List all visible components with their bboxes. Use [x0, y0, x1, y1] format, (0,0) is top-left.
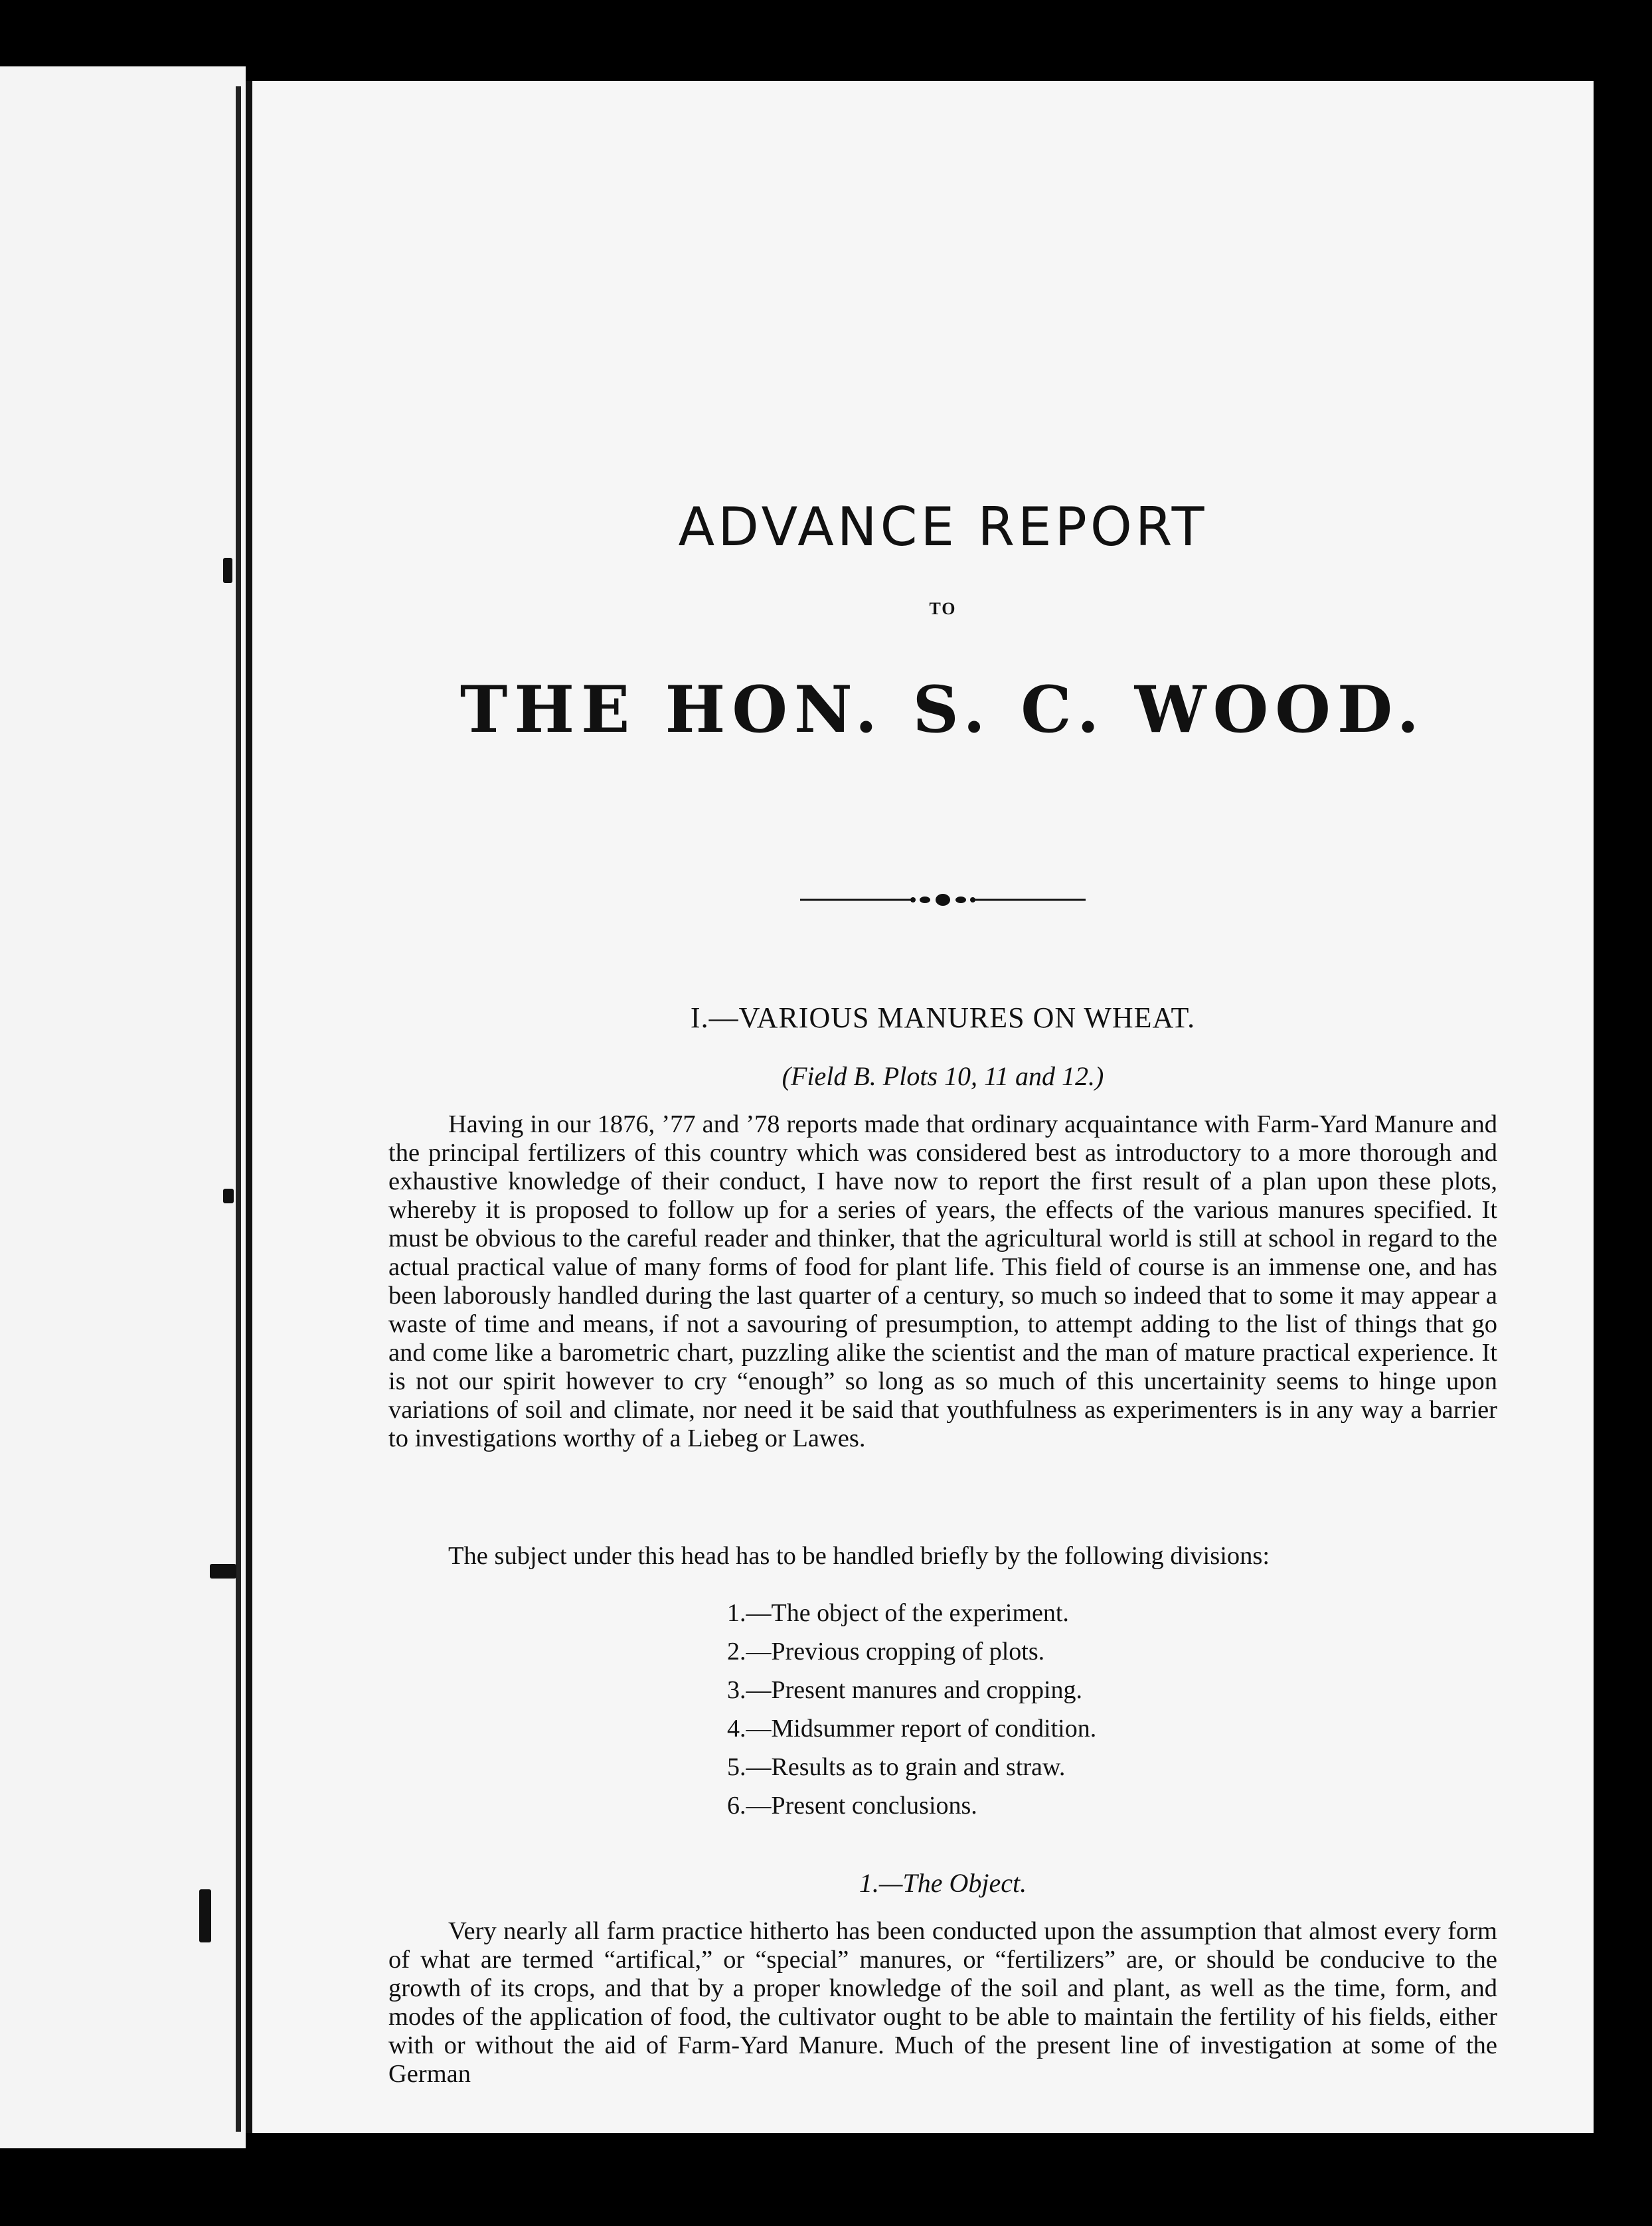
facing-page-edge — [0, 66, 246, 2148]
list-item: 5.—Results as to grain and straw. — [727, 1753, 1066, 1781]
section-heading: I.—VARIOUS MANURES ON WHEAT. — [690, 1001, 1196, 1034]
binding-gutter — [236, 86, 241, 2132]
object-paragraph: Very nearly all farm practice hitherto has been conducted upon the assumption that almost every form of what are termed “artifical,” or “special” manures, or “fertilizers” are, or should be conducive to the growth of its crops, and that by a proper knowledge of the soil and plant, as well as the time, form, and modes of the application of food, the cultivator ought to be able to maintain the fertility of his fields, either with or without the aid of Farm-Yard Manure. Much of the present line of investigation at some of the German — [388, 1917, 1497, 2088]
section-subheading: (Field B. Plots 10, 11 and 12.) — [782, 1061, 1104, 1091]
binding-mark — [223, 1189, 234, 1203]
binding-mark — [199, 1889, 211, 1942]
list-item: 3.—Present manures and cropping. — [727, 1676, 1083, 1704]
report-to: TO — [929, 599, 957, 618]
report-title: ADVANCE REPORT — [678, 496, 1208, 558]
intro-paragraph: Having in our 1876, ’77 and ’78 reports made that ordinary acquaintance with Farm-Yard Manure and the principal fertilizers of this country which was considered best as introductory to a more thorough and exhaustive knowledge of their conduct, I have now to report the first result of a plan upon these plots, whereby it is proposed to follow up for a series of years, the effects of the various manures specified. It must be obvious to the careful reader and thinker, that the agricultural world is still at school in regard to the actual practical value of many forms of food for plant life. This field of course is an immense one, and has been laborously handled during the last quarter of a century, so much so indeed that to some it may appear a waste of time and means, if not a savouring of presumption, to attempt adding to the list of things that go and come like a barometric chart, puzzling alike the scientist and the man of mature practical experience. It is not our spirit however to cry “enough” so long as so much of this uncertainity seems to hinge upon variations of soil and climate, nor need it be said that youthfulness as experimenters is in any way a barrier to investigations worthy of a Liebeg or Lawes. — [388, 1110, 1497, 1452]
page-content — [388, 81, 1497, 2133]
list-item: 6.—Present conclusions. — [727, 1792, 977, 1820]
list-item: 4.—Midsummer report of condition. — [727, 1715, 1097, 1743]
list-item: 1.—The object of the experiment. — [727, 1599, 1069, 1627]
report-addressee: THE HON. S. C. WOOD. — [459, 672, 1426, 747]
list-item: 2.—Previous cropping of plots. — [727, 1638, 1045, 1666]
document-page — [246, 81, 1594, 2133]
divisions-intro: The subject under this head has to be handled briefly by the following divisions: — [448, 1542, 1270, 1570]
object-heading: 1.—The Object. — [859, 1868, 1027, 1898]
divisions-list — [727, 1594, 1096, 1825]
binding-mark — [210, 1564, 236, 1579]
ornament-divider — [388, 890, 1497, 910]
binding-mark — [223, 558, 232, 583]
